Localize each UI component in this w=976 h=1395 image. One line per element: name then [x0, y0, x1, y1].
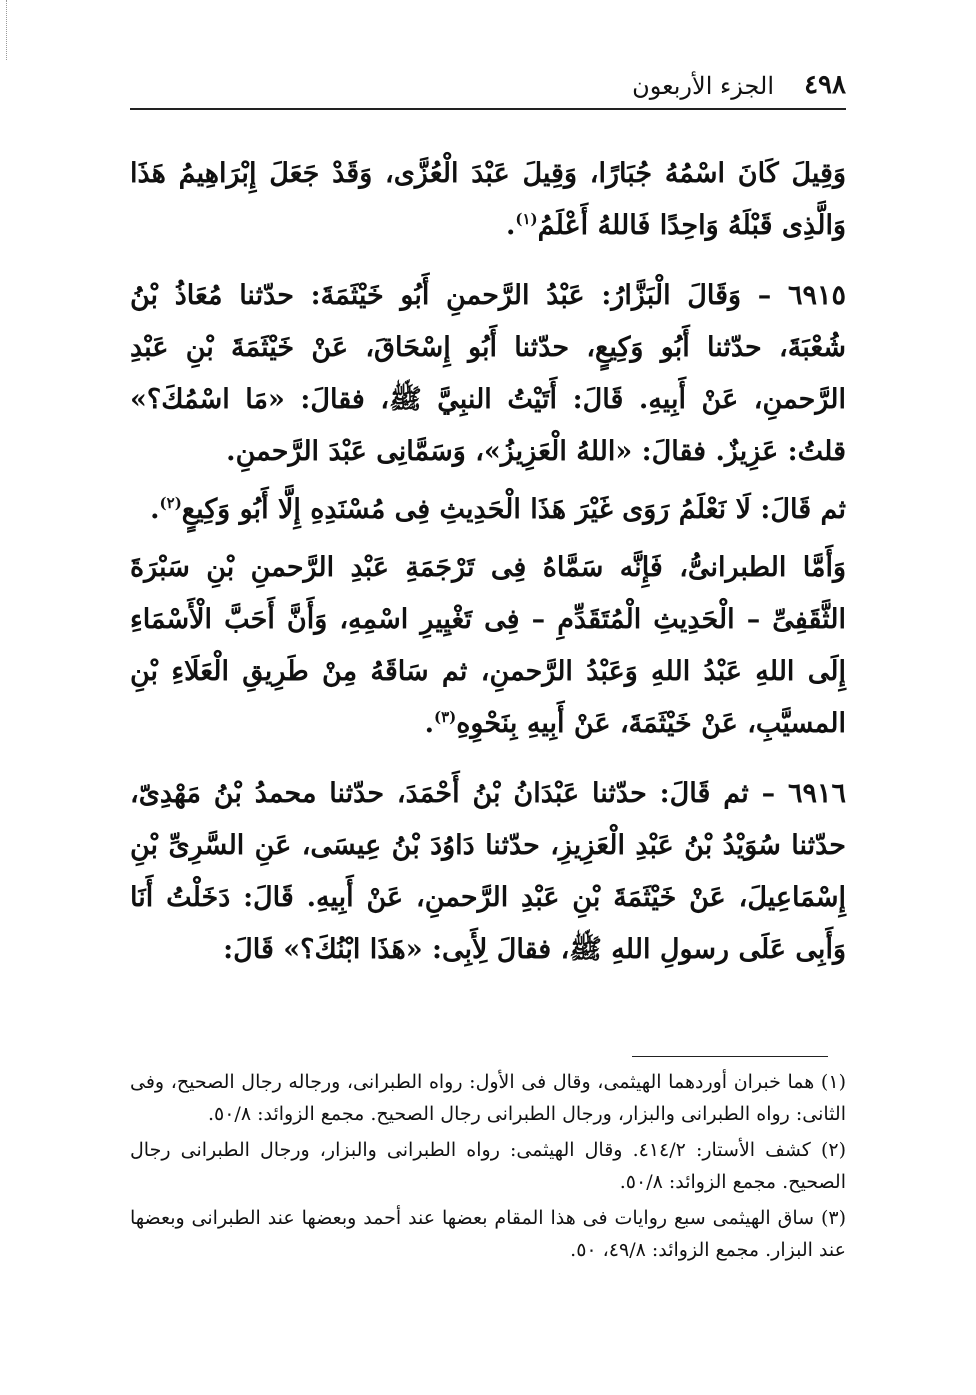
- paragraph-4-end: .: [424, 708, 434, 739]
- footnote-rule: [632, 1056, 828, 1057]
- page-number: ٤٩٨: [804, 70, 846, 100]
- running-title: الجزء الأربعون: [632, 72, 774, 100]
- footnotes: [130, 1066, 846, 1270]
- main-text: [130, 148, 846, 982]
- paragraph-3: [130, 484, 846, 536]
- hadith-number: ٦٩١٥: [787, 280, 846, 311]
- footnote-2: (٢) كشف الأستار: ٤١٤/٢. وقال الهيثمى: رواه الطبرانى والبزار، ورجال الطبرانى رجال الصحيح. مجمع الزوائد: ٥٠/٨.: [130, 1139, 846, 1193]
- hadith-6915: [130, 270, 846, 478]
- footnote-ref-3: (٣): [433, 708, 457, 726]
- header-rule: [130, 108, 846, 110]
- paragraph-3-text: ثم قَالَ: لَا نَعْلَمُ رَوَى غَيْرَ هَذَا الْحَدِيثِ فِى مُسْنَدِهِ إِلَّا أَبُو وَكِيعٍ: [181, 494, 846, 525]
- paragraph-1: [130, 148, 846, 252]
- paragraph-1-text: وَقِيلَ كَانَ اسْمُهُ جُبَارًا، وَقِيلَ عَبْدَ الْعُزَّى، وَقَدْ جَعَلَ إِبْرَاهِيمُ هَذَا وَالَّذِى قَبْلَهُ وَاحِدًا فَاللهُ أَعْلَمُ: [130, 158, 846, 241]
- hadith-6916: [130, 768, 846, 976]
- footnote-ref-2: (٢): [159, 494, 182, 512]
- hadith-text: – ثم قَالَ: حدّثنا عَبْدَانُ بْنُ أَحْمَدَ، حدّثنا محمدُ بْنُ مَهْدِىّ، حدّثنا سُوَيْدُ بْنُ عَبْدِ الْعَزِيزِ، حدّثنا دَاوُدَ بْنُ عِيسَى، عَنِ السَّرِىِّ بْنِ إِسْمَاعِيلَ، عَنْ خَيْثَمَةَ بْنِ عَبْدِ الرَّحمنِ، عَنْ أَبِيهِ. قَالَ: دَخَلْتُ أَنَا وَأَبِى عَلَى رسولِ اللهِ ﷺ، فقالَ لِأَبِى: «هَذَا ابْنُكَ؟» قَالَ:: [130, 778, 846, 965]
- hadith-text: – وَقَالَ الْبَزَّارُ: عَبْدُ الرَّحمنِ أَبُو خَيْثَمَةَ: حدّثنا مُعَاذُ بْنُ شُعْبَةَ، حدّثنا أَبُو وَكِيعٍ، حدّثنا أَبُو إِسْحَاقَ، عَنْ خَيْثَمَةَ بْنِ عَبْدِ الرَّحمنِ، عَنْ أَبِيهِ. قَالَ: أَتَيْتُ النبِيَّ ﷺ، فقالَ: «مَا اسْمُكَ؟» قلتُ: عَزِيزٌ. فقالَ: «اللهُ الْعَزِيزُ»، وَسَمَّانِى عَبْدَ الرَّحمنِ.: [130, 280, 846, 467]
- paragraph-1-end: .: [505, 210, 516, 241]
- paragraph-4-text: وَأَمَّا الطبرانىُّ، فَإِنَّه سَمَّاهُ فِى تَرْجَمَةِ عَبْدِ الرَّحمنِ بْنِ سَبْرَةَ الثَّقَفِىِّ – الْحَدِيثِ الْمُتَقَدِّمِ – فِى تَغْيِيرِ اسْمِهِ، وَأَنَّ أَحَبَّ الْأَسْمَاءِ إِلَى اللهِ عَبْدُ اللهِ وَعَبْدُ الرَّحمنِ، ثم سَاقَهُ مِنْ طَرِيقِ الْعَلَاءِ بْنِ المسيَّبِ، عَنْ خَيْثَمَةَ، عَنْ أَبِيهِ بِنَحْوِهِ: [130, 552, 846, 739]
- footnote-ref-1: (١): [515, 210, 538, 228]
- hadith-number: ٦٩١٦: [787, 778, 846, 809]
- footnote-3: (٣) ساق الهيثمى سبع روايات فى هذا المقام بعضها عند أحمد وبعضها عند الطبرانى وبعضها عند البزار. مجمع الزوائد: ٤٩/٨، ٥٠.: [130, 1207, 846, 1261]
- footnote-1: (١) هما خبران أوردهما الهيثمى، وقال فى الأول: رواه الطبرانى، ورجاله رجال الصحيح، وفى الثانى: رواه الطبرانى والبزار، ورجال الطبرانى رجال الصحيح. مجمع الزوائد: ٥٠/٨.: [130, 1071, 846, 1125]
- scan-edge-mark: [6, 0, 8, 60]
- paragraph-4: [130, 542, 846, 750]
- page-header: [130, 70, 846, 106]
- paragraph-3-end: .: [150, 494, 160, 525]
